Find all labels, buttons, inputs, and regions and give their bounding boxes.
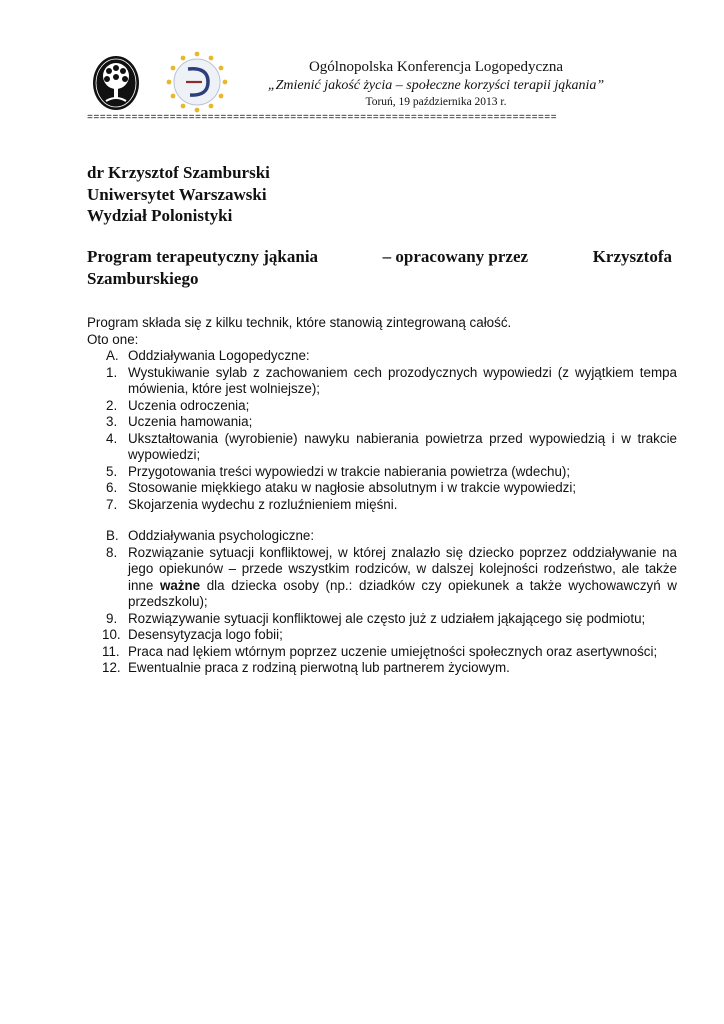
title-part-3: Krzysztofa [592, 247, 672, 266]
list-item [87, 644, 677, 661]
emphasis-text: ważne [159, 577, 201, 593]
list-number: 1. [106, 364, 118, 380]
list-text: Stosowanie miękkiego ataku w nagłosie absolutnym i w trakcie wypowiedzi; [128, 480, 577, 495]
list-text: Skojarzenia wydechu z rozluźnieniem mięśni. [128, 496, 398, 512]
list-item [87, 431, 677, 464]
intro-line-1: Program składa się z kilku technik, które stanowią zintegrowaną całość. [87, 315, 512, 330]
section-marker: B. [106, 528, 119, 543]
section-b-heading [87, 528, 677, 545]
conference-date: Toruń, 19 października 2013 r. [365, 96, 507, 108]
list-number: 6. [106, 480, 118, 495]
list-text: Praca nad lękiem wtórnym poprzez uczenie umiejętności społecznych oraz asertywności; [128, 643, 658, 659]
list-item [87, 480, 677, 497]
list-item [87, 414, 677, 431]
title-part-1: Program terapeutyczny jąkania [87, 247, 319, 266]
title-part-4: Szamburskiego [87, 268, 199, 288]
list-item [87, 365, 677, 398]
list-item [87, 627, 677, 644]
list-item [87, 464, 677, 481]
list-text: dla dziecka osoby (np.: dziadków czy opiekunek a także wychowawczyń w przedszkolu); [128, 577, 677, 609]
conference-star-logo [164, 49, 230, 115]
list-text: Ewentualnie praca z rodziną pierwotną lub partnerem życiowym. [128, 660, 510, 675]
intro-line-2: Oto one: [87, 331, 139, 347]
author-block [87, 162, 270, 227]
list-item [87, 611, 677, 628]
header-divider: ========================================================================== [87, 113, 557, 124]
section-label: Oddziaływania Logopedyczne: [128, 348, 310, 363]
list-number: 2. [106, 397, 118, 413]
list-number: 10. [102, 627, 121, 642]
title-part-2: – opracowany przez [382, 247, 529, 266]
list-item [87, 398, 677, 415]
list-text: Uczenia odroczenia; [128, 397, 250, 413]
list-item [87, 497, 677, 514]
conference-motto: „Zmienić jakość życia – społeczne korzyści terapii jąkania” [267, 78, 605, 93]
list-number: 4. [106, 430, 118, 446]
list-text: Uczenia hamowania; [128, 414, 253, 429]
list-text: Rozwiązywanie sytuacji konfliktowej ale często już z udziałem jąkającego się podmiotu; [128, 610, 646, 626]
author-faculty: Wydział Polonistyki [87, 206, 233, 225]
list-number: 7. [106, 496, 118, 512]
list-number: 11. [102, 643, 120, 659]
list-text: Ukształtowania (wyrobienie) nawyku nabierania powietrza przed wypowiedzią i w trakcie wypowiedzi; [128, 430, 677, 462]
list-item [87, 660, 677, 677]
document-body [87, 315, 677, 677]
list-number: 9. [106, 610, 118, 626]
list-text: Przygotowania treści wypowiedzi w trakcie nabierania powietrza (wdechu); [128, 463, 571, 479]
list-text: Rozwiązanie sytuacji konfliktowej, w której znalazło się dziecko poprzez oddziaływanie na jego opiekunów – przede wszystkim rodziców, w dalszej kolejności rodzeństwo, ale także inne [128, 544, 677, 593]
section-label: Oddziaływania psychologiczne: [128, 528, 315, 543]
section-a-heading [87, 348, 677, 365]
list-number: 3. [106, 414, 118, 429]
section-marker: A. [106, 348, 119, 363]
list-number: 5. [106, 463, 118, 479]
author-university: Uniwersytet Warszawski [87, 184, 267, 204]
tree-seal-logo [92, 55, 140, 111]
list-number: 8. [106, 544, 118, 560]
conference-name: Ogólnopolska Konferencja Logopedyczna [308, 59, 564, 75]
list-text: Desensytyzacja logo fobii; [128, 627, 283, 642]
list-number: 12. [102, 660, 121, 675]
author-name: dr Krzysztof Szamburski [87, 163, 270, 182]
list-text: Wystukiwanie sylab z zachowaniem cech prozodycznych wypowiedzi (z wyjątkiem tempa mówienia, które jest wolniejsze); [128, 364, 677, 396]
list-item [87, 545, 677, 611]
program-title [87, 246, 672, 289]
section-spacer [87, 513, 677, 528]
